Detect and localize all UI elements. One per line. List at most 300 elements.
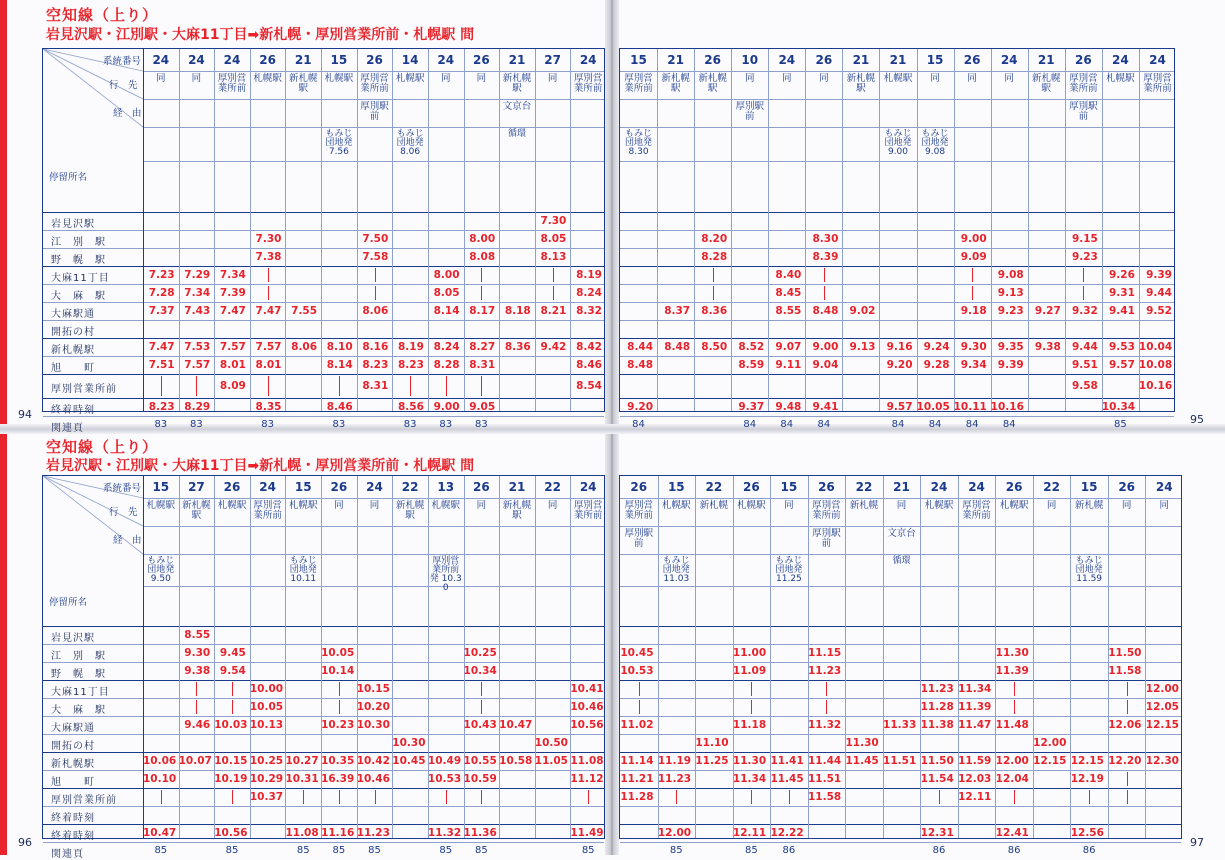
departure-time: 10.06 xyxy=(143,754,177,767)
route-number: 27 xyxy=(188,480,205,494)
row-divider xyxy=(43,824,604,825)
departure-time: 7.23 xyxy=(148,268,175,281)
departure-time: 8.21 xyxy=(540,304,567,317)
departure-time: 8.54 xyxy=(576,379,602,392)
departure-time: 8.20 xyxy=(701,232,728,245)
departure-time: 7.53 xyxy=(184,340,211,353)
stop-name: 大麻11丁目 xyxy=(51,272,110,284)
departure-time: 11.47 xyxy=(958,718,992,731)
route-number: 24 xyxy=(223,53,241,67)
departure-time: 8.28 xyxy=(433,358,460,371)
departure-time: 8.48 xyxy=(627,358,654,371)
related-page: 84 xyxy=(928,418,942,430)
departure-time: 8.23 xyxy=(362,358,389,371)
destination: 札幌駅 xyxy=(737,500,766,511)
related-page: 85 xyxy=(154,844,168,856)
row-divider xyxy=(43,284,604,285)
page-number-97: 97 xyxy=(1190,836,1204,849)
route-number: 24 xyxy=(437,53,455,67)
destination: 新札幌駅 xyxy=(698,73,727,94)
row-divider xyxy=(620,716,1181,717)
row-divider xyxy=(43,230,604,231)
route-number: 24 xyxy=(259,480,276,494)
departure-time: 10.29 xyxy=(249,772,284,785)
related-page: 83 xyxy=(261,418,275,430)
departure-time: 8.40 xyxy=(775,268,802,281)
departure-time: 10.05 xyxy=(249,700,284,713)
stop-name: 野 幌 駅 xyxy=(51,254,106,266)
departure-time: 11.58 xyxy=(1108,664,1142,677)
departure-time: 11.12 xyxy=(570,772,604,785)
pass-through-line xyxy=(1083,268,1084,282)
departure-time: 10.15 xyxy=(356,682,390,695)
departure-time: 7.29 xyxy=(184,268,211,281)
departure-time: 8.32 xyxy=(576,304,602,317)
column-divider xyxy=(768,49,769,411)
route-number: 26 xyxy=(1074,53,1092,67)
departure-time: 10.07 xyxy=(178,754,212,767)
header-label-via: 経 由 xyxy=(113,108,142,119)
route-number: 27 xyxy=(544,53,561,67)
header-label-route: 系統番号 xyxy=(103,56,142,67)
departure-time: 8.06 xyxy=(362,304,389,317)
destination: 同 xyxy=(1159,500,1169,511)
departure-time: 11.21 xyxy=(620,772,654,785)
pass-through-line xyxy=(375,790,376,804)
departure-time: 11.45 xyxy=(770,772,804,785)
row-divider xyxy=(43,248,604,249)
related-page: 83 xyxy=(439,418,453,430)
header-label-stop: 停留所名 xyxy=(49,172,88,183)
row-divider xyxy=(43,716,604,717)
destination: 厚別営業所前 xyxy=(360,73,389,94)
header-divider xyxy=(620,127,1174,128)
row-divider xyxy=(43,416,604,417)
departure-time: 11.23 xyxy=(657,772,692,785)
column-divider xyxy=(535,49,536,411)
departure-time: 9.00 xyxy=(960,232,987,245)
pass-through-line xyxy=(713,268,714,282)
departure-time: 9.57 xyxy=(886,400,913,413)
departure-time: 9.26 xyxy=(1109,268,1135,281)
departure-time: 10.56 xyxy=(570,718,604,731)
departure-time: 11.58 xyxy=(807,790,842,803)
departure-time: 9.07 xyxy=(775,340,802,353)
departure-time: 11.41 xyxy=(770,754,804,767)
pass-through-line xyxy=(1127,682,1128,696)
departure-time: 12.04 xyxy=(995,772,1029,785)
pass-through-line xyxy=(1083,286,1084,300)
route-number: 21 xyxy=(667,53,684,67)
destination: 同 xyxy=(782,73,792,84)
departure-time: 8.31 xyxy=(469,358,496,371)
route-number: 22 xyxy=(544,480,561,494)
route-number: 22 xyxy=(1043,480,1060,494)
departure-time: 10.42 xyxy=(356,754,390,767)
departure-time: 9.58 xyxy=(1071,379,1098,392)
column-divider xyxy=(321,49,322,411)
departure-time: 11.23 xyxy=(807,664,842,677)
departure-time: 11.39 xyxy=(995,664,1029,677)
destination: 札幌駅 xyxy=(924,500,954,511)
origin-note: もみじ団地発 9.08 xyxy=(921,129,949,157)
header-divider xyxy=(620,498,1181,499)
departure-time: 7.47 xyxy=(255,304,282,317)
destination: 同 xyxy=(1121,500,1132,511)
column-divider xyxy=(1102,49,1103,411)
pass-through-line xyxy=(481,286,482,300)
pass-through-line xyxy=(446,790,447,804)
departure-time: 11.34 xyxy=(958,682,992,695)
departure-time: 9.00 xyxy=(812,340,839,353)
header-divider xyxy=(620,554,1181,555)
departure-time: 9.38 xyxy=(1034,340,1061,353)
related-page: 86 xyxy=(1082,844,1096,856)
departure-time: 9.30 xyxy=(960,340,987,353)
row-divider xyxy=(620,398,1174,399)
route-number: 26 xyxy=(963,53,981,67)
departure-time: 10.47 xyxy=(499,718,533,731)
departure-time: 8.48 xyxy=(664,340,691,353)
departure-time: 8.55 xyxy=(184,628,211,641)
departure-time: 10.46 xyxy=(570,700,604,713)
departure-time: 10.19 xyxy=(214,772,248,785)
route-number: 24 xyxy=(778,53,796,67)
departure-time: 9.11 xyxy=(775,358,802,371)
origin-note: もみじ団地発 11.59 xyxy=(1075,556,1103,584)
stop-name: 関連頁 xyxy=(51,848,84,860)
header-label-dest: 行 先 xyxy=(109,80,138,91)
header-diagonal-lines xyxy=(43,49,143,212)
departure-time: 7.57 xyxy=(219,340,246,353)
pass-through-line xyxy=(481,790,482,804)
header-divider xyxy=(620,99,1174,100)
departure-time: 8.14 xyxy=(326,358,353,371)
departure-time: 11.54 xyxy=(920,772,954,785)
departure-time: 10.27 xyxy=(285,754,319,767)
route-number: 24 xyxy=(579,53,597,67)
departure-time: 10.04 xyxy=(1138,340,1173,353)
row-divider xyxy=(43,788,604,789)
destination: 新札幌 xyxy=(849,500,879,511)
pass-through-line xyxy=(826,700,827,714)
destination: 新札幌駅 xyxy=(1031,73,1061,94)
row-divider xyxy=(620,842,1181,843)
destination: 同 xyxy=(440,73,451,84)
timetable-page-95 xyxy=(619,48,1175,430)
departure-time: 9.09 xyxy=(960,250,987,263)
title-top: 空知線（上り） xyxy=(46,6,159,24)
header-label-via: 経 由 xyxy=(113,535,142,546)
row-divider xyxy=(43,662,604,663)
row-divider xyxy=(620,824,1181,825)
departure-time: 7.47 xyxy=(148,340,175,353)
row-divider xyxy=(620,356,1174,357)
column-divider xyxy=(464,49,465,411)
pass-through-line xyxy=(232,790,233,804)
stop-name: 新札幌駅 xyxy=(51,344,95,356)
destination: 新札幌駅 xyxy=(846,73,876,94)
column-divider xyxy=(214,49,215,411)
pass-through-line xyxy=(481,682,482,696)
route-number: 15 xyxy=(1080,480,1098,494)
stop-name: 新札幌駅 xyxy=(51,758,95,770)
route-number: 24 xyxy=(152,53,170,67)
departure-time: 8.23 xyxy=(397,358,424,371)
route-number: 26 xyxy=(366,53,383,67)
departure-time: 11.50 xyxy=(920,754,954,767)
departure-time: 11.30 xyxy=(845,736,879,749)
pass-through-line xyxy=(1089,790,1090,804)
departure-time: 8.14 xyxy=(433,304,460,317)
departure-time: 9.35 xyxy=(997,340,1024,353)
row-divider xyxy=(43,770,604,771)
departure-time: 12.19 xyxy=(1070,772,1104,785)
departure-time: 10.14 xyxy=(321,664,355,677)
departure-time: 10.56 xyxy=(214,826,248,839)
stop-name: 終着時刻 xyxy=(51,830,95,842)
departure-time: 10.05 xyxy=(321,646,355,659)
stop-name: 大 麻 駅 xyxy=(51,290,106,302)
departure-time: 11.08 xyxy=(570,754,604,767)
departure-time: 10.35 xyxy=(321,754,355,767)
departure-time: 9.13 xyxy=(997,286,1024,299)
departure-time: 8.59 xyxy=(738,358,765,371)
departure-time: 7.34 xyxy=(184,286,211,299)
pass-through-line xyxy=(446,376,447,396)
departure-time: 11.39 xyxy=(958,700,992,713)
via-route: 厚別駅前 xyxy=(1069,101,1098,122)
pass-through-line xyxy=(751,682,752,696)
departure-time: 10.43 xyxy=(463,718,497,731)
departure-time: 10.59 xyxy=(463,772,497,785)
route-number: 24 xyxy=(930,480,948,494)
departure-time: 9.39 xyxy=(1146,268,1172,281)
row-divider xyxy=(43,320,604,321)
row-divider xyxy=(43,734,604,735)
route-number: 24 xyxy=(579,480,597,494)
departure-time: 9.16 xyxy=(886,340,913,353)
destination: 厚別営業所前 xyxy=(1069,73,1098,94)
stop-name: 江 別 駅 xyxy=(51,650,106,662)
row-divider xyxy=(620,416,1174,417)
route-number: 15 xyxy=(294,480,312,494)
destination: 同 xyxy=(744,73,755,84)
departure-time: 9.34 xyxy=(960,358,987,371)
departure-time: 12.15 xyxy=(1145,718,1179,731)
departure-time: 7.37 xyxy=(148,304,175,317)
departure-time: 10.47 xyxy=(143,826,177,839)
origin-note: もみじ団地発 11.25 xyxy=(775,556,803,584)
row-divider xyxy=(43,356,604,357)
related-page: 83 xyxy=(154,418,168,430)
pass-through-line xyxy=(972,268,973,282)
pass-through-line xyxy=(826,682,827,696)
departure-time: 9.41 xyxy=(812,400,839,413)
departure-time: 8.50 xyxy=(701,340,728,353)
departure-time: 8.09 xyxy=(219,379,246,392)
stop-name: 野 幌 駅 xyxy=(51,668,106,680)
route-number: 21 xyxy=(893,480,910,494)
related-page: 84 xyxy=(632,418,645,430)
destination: 札幌駅 xyxy=(289,500,318,511)
departure-time: 10.30 xyxy=(356,718,390,731)
pass-through-line xyxy=(268,376,269,396)
related-page: 85 xyxy=(332,844,346,856)
destination: 厚別営業所前 xyxy=(217,73,247,94)
departure-time: 12.00 xyxy=(657,826,692,839)
destination: 厚別営業所前 xyxy=(624,500,654,521)
column-divider xyxy=(392,476,393,838)
departure-time: 7.28 xyxy=(148,286,175,299)
header-bottom-rule xyxy=(43,212,604,213)
pass-through-line xyxy=(196,700,197,714)
column-divider xyxy=(1145,476,1146,838)
departure-time: 8.08 xyxy=(469,250,496,263)
column-divider xyxy=(695,476,696,838)
departure-time: 11.08 xyxy=(285,826,319,839)
destination: 厚別営業所前 xyxy=(812,500,841,521)
row-divider xyxy=(620,230,1174,231)
row-divider xyxy=(43,398,604,399)
departure-time: 10.37 xyxy=(249,790,284,803)
pass-through-line xyxy=(1127,790,1128,804)
pass-through-line xyxy=(196,682,197,696)
departure-time: 12.30 xyxy=(1145,754,1179,767)
via-route: 厚別駅前 xyxy=(812,528,841,549)
departure-time: 10.10 xyxy=(143,772,177,785)
departure-time: 8.46 xyxy=(326,400,353,413)
destination: 同 xyxy=(967,73,977,84)
departure-time: 12.03 xyxy=(958,772,992,785)
departure-time: 10.03 xyxy=(214,718,248,731)
departure-time: 9.37 xyxy=(738,400,765,413)
header-divider xyxy=(620,526,1181,527)
related-page: 85 xyxy=(669,844,683,856)
departure-time: 7.38 xyxy=(255,250,282,263)
stop-name: 終着時刻 xyxy=(51,812,95,824)
departure-time: 9.08 xyxy=(997,268,1024,281)
departure-time: 8.00 xyxy=(433,268,460,281)
route-number: 26 xyxy=(472,53,490,67)
departure-time: 10.46 xyxy=(356,772,390,785)
origin-note: 循環 xyxy=(507,129,526,139)
stop-name: 旭 町 xyxy=(51,362,95,374)
departure-time: 9.20 xyxy=(627,400,654,413)
departure-time: 12.20 xyxy=(1108,754,1142,767)
departure-time: 10.55 xyxy=(463,754,497,767)
destination: 新札幌駅 xyxy=(502,500,532,521)
route-number: 22 xyxy=(705,480,723,494)
departure-time: 9.20 xyxy=(886,358,913,371)
column-divider xyxy=(250,49,251,411)
departure-time: 11.10 xyxy=(695,736,729,749)
destination: 札幌駅 xyxy=(253,73,282,84)
pass-through-line xyxy=(1014,700,1015,714)
departure-time: 11.45 xyxy=(845,754,879,767)
departure-time: 8.19 xyxy=(397,340,424,353)
departure-time: 8.45 xyxy=(775,286,802,299)
departure-time: 8.01 xyxy=(255,358,282,371)
departure-time: 8.48 xyxy=(812,304,839,317)
origin-note: 厚別営業所前発 10.30 xyxy=(429,556,462,593)
departure-time: 10.53 xyxy=(620,664,654,677)
departure-time: 11.49 xyxy=(570,826,604,839)
column-divider xyxy=(1033,476,1034,838)
departure-time: 10.20 xyxy=(356,700,390,713)
pass-through-line xyxy=(639,700,640,714)
destination: 同 xyxy=(547,73,558,84)
destination: 厚別営業所前 xyxy=(573,73,603,94)
departure-time: 8.29 xyxy=(184,400,211,413)
header-bottom-rule xyxy=(43,626,604,627)
departure-time: 10.08 xyxy=(1138,358,1173,371)
origin-note: もみじ団地発 7.56 xyxy=(325,129,353,157)
related-page: 85 xyxy=(474,844,488,856)
row-divider xyxy=(620,338,1174,339)
route-number: 24 xyxy=(1112,53,1129,67)
departure-time: 12.00 xyxy=(1033,736,1067,749)
route-number: 21 xyxy=(508,53,526,67)
related-page: 84 xyxy=(965,418,979,430)
column-divider xyxy=(842,49,843,411)
departure-time: 9.52 xyxy=(1146,304,1172,317)
route-number: 26 xyxy=(1118,480,1136,494)
row-divider xyxy=(620,662,1181,663)
origin-note: もみじ団地発 9.00 xyxy=(884,129,912,157)
route-number: 26 xyxy=(472,480,490,494)
departure-time: 12.41 xyxy=(995,826,1029,839)
departure-time: 9.32 xyxy=(1071,304,1098,317)
destination: 同 xyxy=(476,500,487,511)
departure-time: 11.48 xyxy=(995,718,1029,731)
stop-name: 開拓の村 xyxy=(51,740,95,752)
row-divider xyxy=(620,698,1181,699)
departure-time: 8.27 xyxy=(469,340,496,353)
route-number: 21 xyxy=(1037,53,1055,67)
route-number: 21 xyxy=(852,53,870,67)
related-page: 83 xyxy=(332,418,346,430)
via-route: 厚別駅前 xyxy=(624,528,654,549)
departure-time: 9.27 xyxy=(1034,304,1061,317)
departure-time: 12.00 xyxy=(1145,682,1179,695)
departure-time: 9.30 xyxy=(184,646,211,659)
departure-time: 10.58 xyxy=(499,754,533,767)
departure-time: 11.51 xyxy=(883,754,917,767)
timetable-page-97 xyxy=(619,475,1182,856)
row-divider xyxy=(620,680,1181,681)
column-divider xyxy=(1139,49,1140,411)
via-route: 厚別駅前 xyxy=(360,101,389,122)
timetable-page-96 xyxy=(42,475,605,860)
row-divider xyxy=(43,680,604,681)
column-divider xyxy=(991,49,992,411)
timetable-page-94 xyxy=(42,48,605,434)
departure-time: 11.36 xyxy=(463,826,497,839)
route-number: 15 xyxy=(152,480,170,494)
header-bottom-rule xyxy=(620,212,1174,213)
related-page: 85 xyxy=(368,844,381,856)
departure-time: 9.31 xyxy=(1109,286,1135,299)
pass-through-line xyxy=(268,268,269,282)
subtitle-top: 岩見沢駅・江別駅・大麻11丁目➡新札幌・厚別営業所前・札幌駅 間 xyxy=(46,27,475,43)
column-divider xyxy=(392,49,393,411)
departure-time: 11.14 xyxy=(620,754,654,767)
stop-name: 大麻11丁目 xyxy=(51,686,110,698)
pass-through-line xyxy=(553,286,554,300)
row-divider xyxy=(620,302,1174,303)
departure-time: 8.05 xyxy=(540,232,567,245)
